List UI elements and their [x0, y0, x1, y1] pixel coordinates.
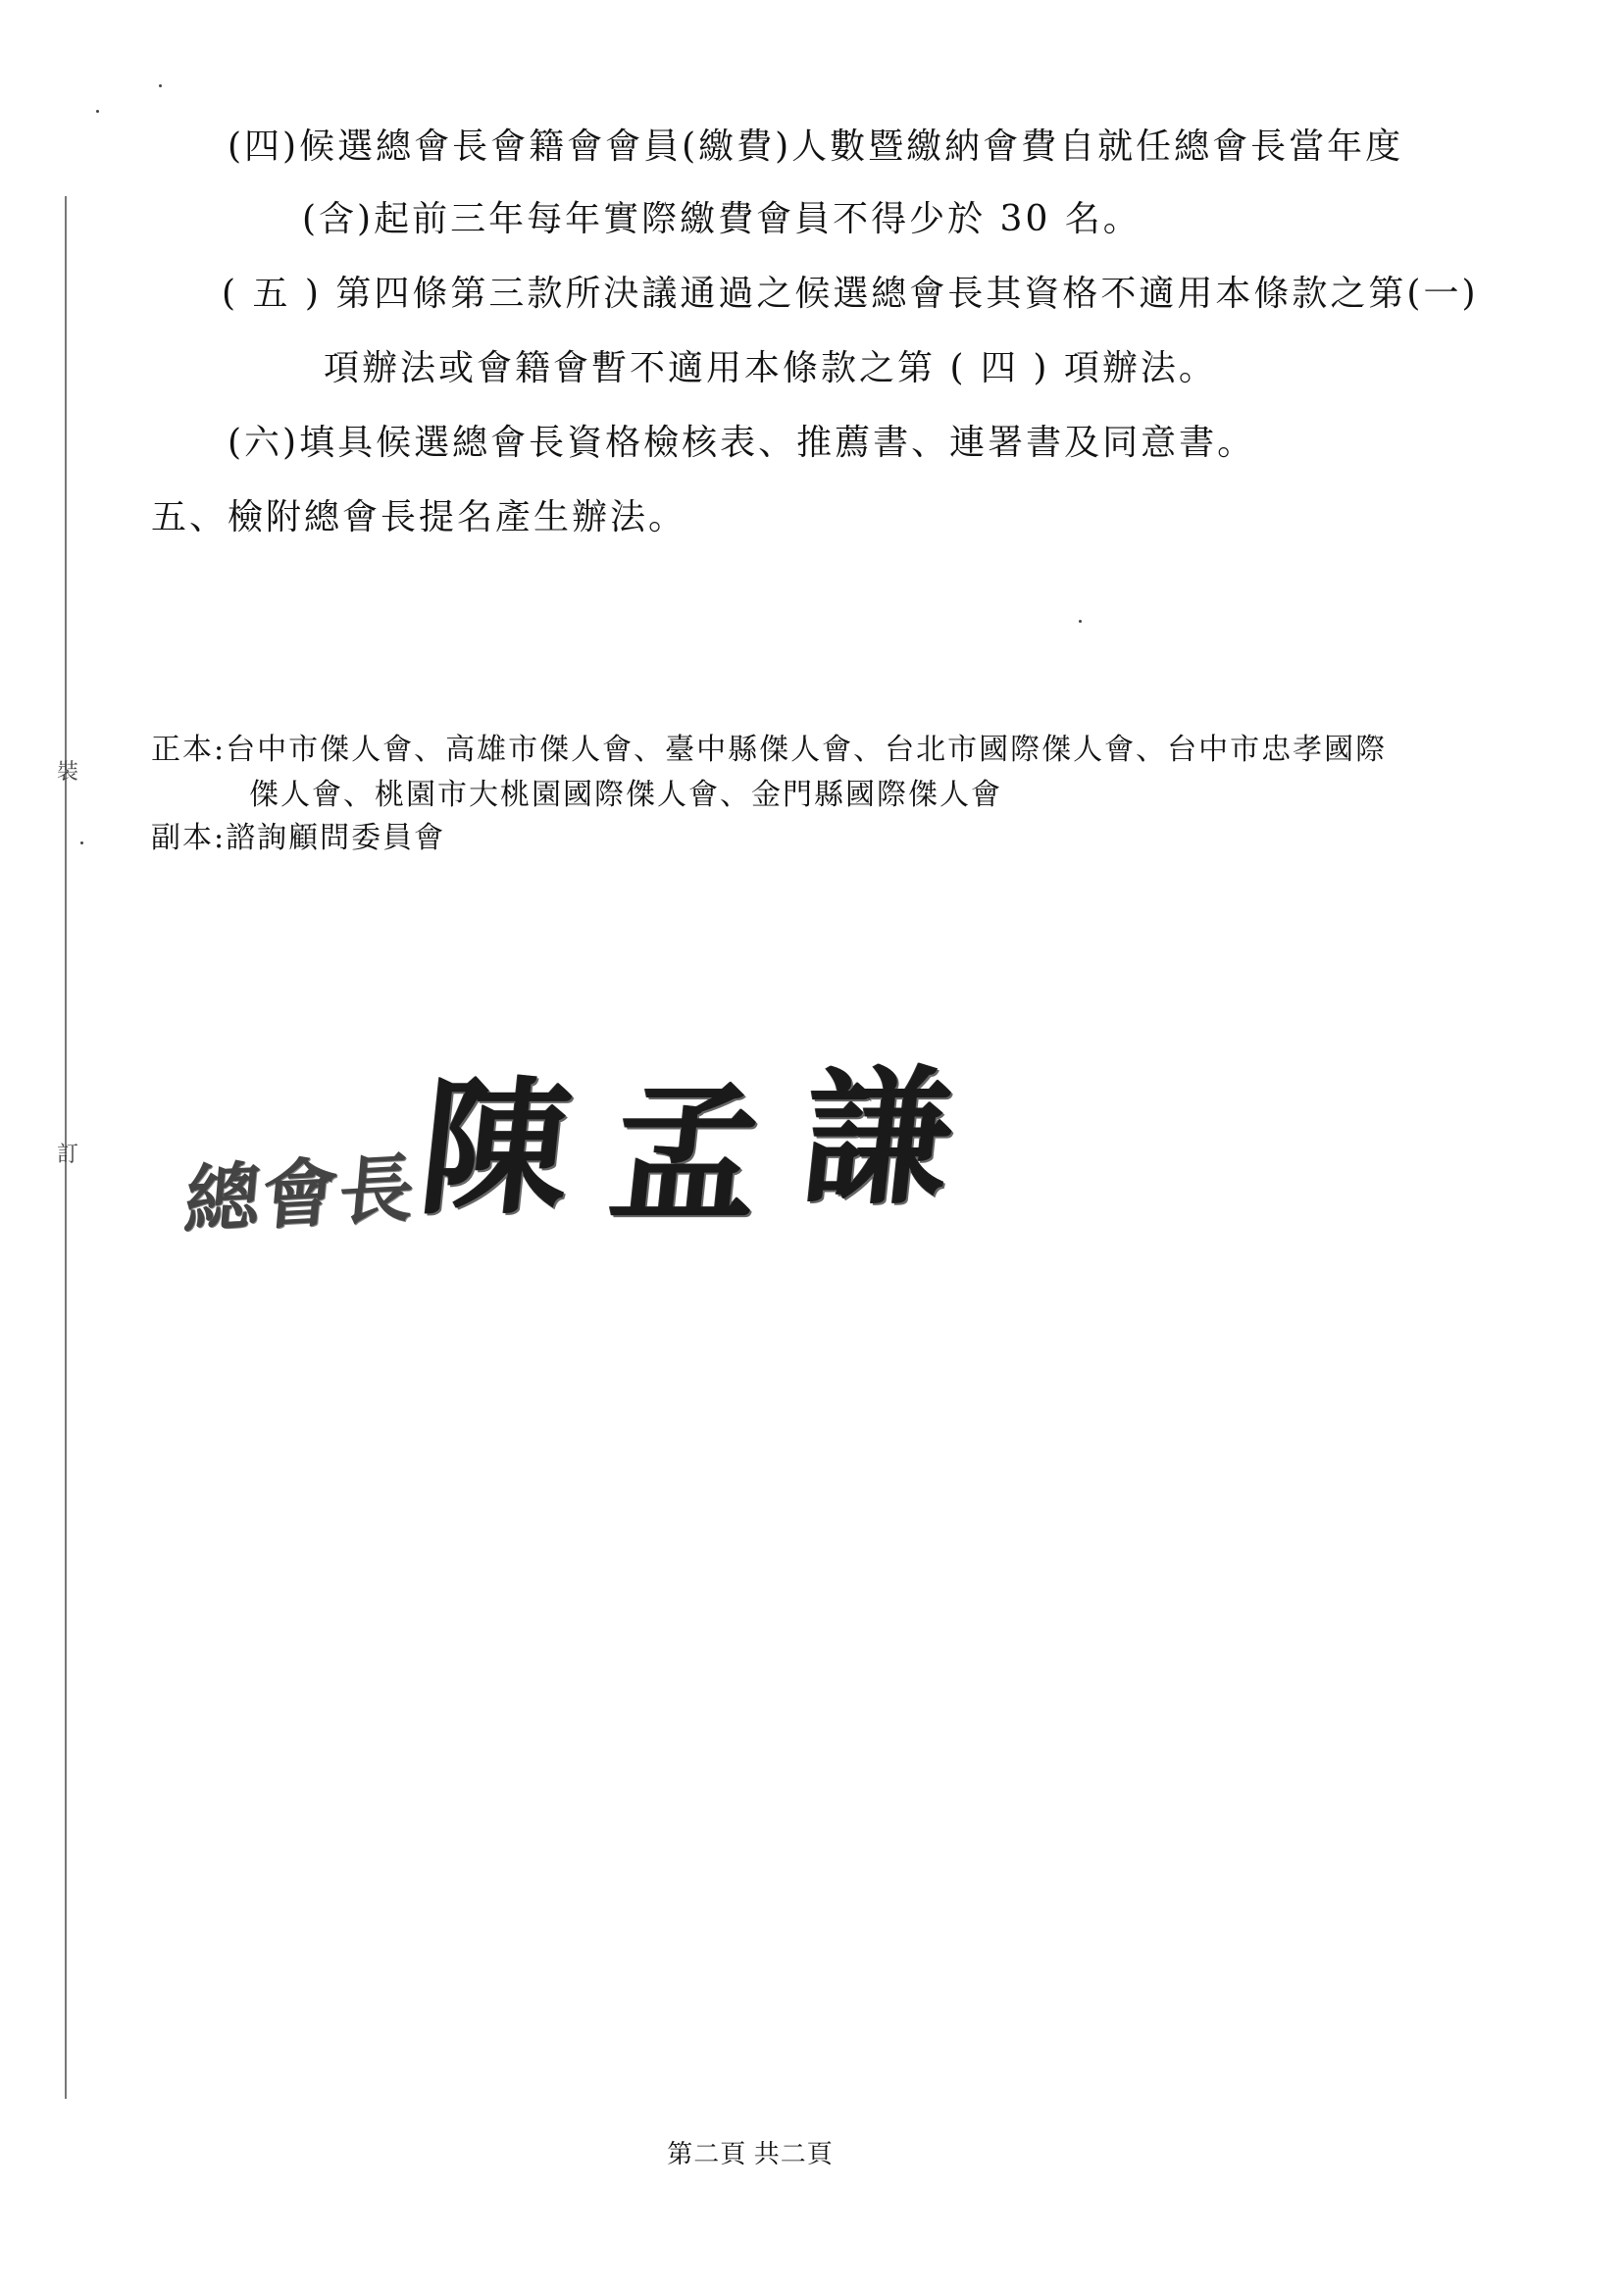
scan-speck — [159, 84, 162, 87]
signature-title: 總會長 — [180, 1144, 421, 1245]
clause-5-line-1: ( 五 ) 第四條第三款所決議通過之候選總會長其資格不適用本條款之第(一) — [222, 274, 1479, 314]
signature-name-char: 孟 — [603, 1068, 765, 1241]
page-number: 第二頁 共二頁 — [667, 2140, 834, 2168]
item-five: 五、檢附總會長提名產生辦法。 — [151, 497, 687, 537]
copy-recipients: 副本:諮詢顧問委員會 — [151, 821, 446, 855]
clause-4-line-2: (含)起前三年每年實際繳費會員不得少於 30 名。 — [302, 199, 1142, 239]
scan-speck — [96, 110, 99, 113]
clause-5-line-2: 項辦法或會籍會暫不適用本條款之第 ( 四 ) 項辦法。 — [324, 348, 1217, 388]
clause-6-line-1: (六)填具候選總會長資格檢核表、推薦書、連署書及同意書。 — [228, 423, 1256, 463]
binding-mark-bottom: 訂 — [57, 1143, 79, 1167]
clause-4-line-1: (四)候選總會長會籍會會員(繳費)人數暨繳納會費自就任總會長當年度 — [228, 127, 1404, 167]
signature-name-char: 陳 — [413, 1062, 575, 1235]
scan-speck — [80, 841, 83, 844]
original-recipients-line-1: 正本:台中市傑人會、高雄市傑人會、臺中縣傑人會、台北市國際傑人會、台中市忠孝國際 — [151, 733, 1388, 767]
signature-name — [413, 1030, 959, 1242]
scan-speck — [1079, 620, 1082, 623]
signature-seal — [180, 1030, 957, 1245]
binding-mark-top: 裝 — [57, 760, 79, 785]
original-recipients-line-2: 傑人會、桃園市大桃園國際傑人會、金門縣國際傑人會 — [249, 778, 1002, 812]
signature-name-char: 謙 — [794, 1052, 957, 1225]
